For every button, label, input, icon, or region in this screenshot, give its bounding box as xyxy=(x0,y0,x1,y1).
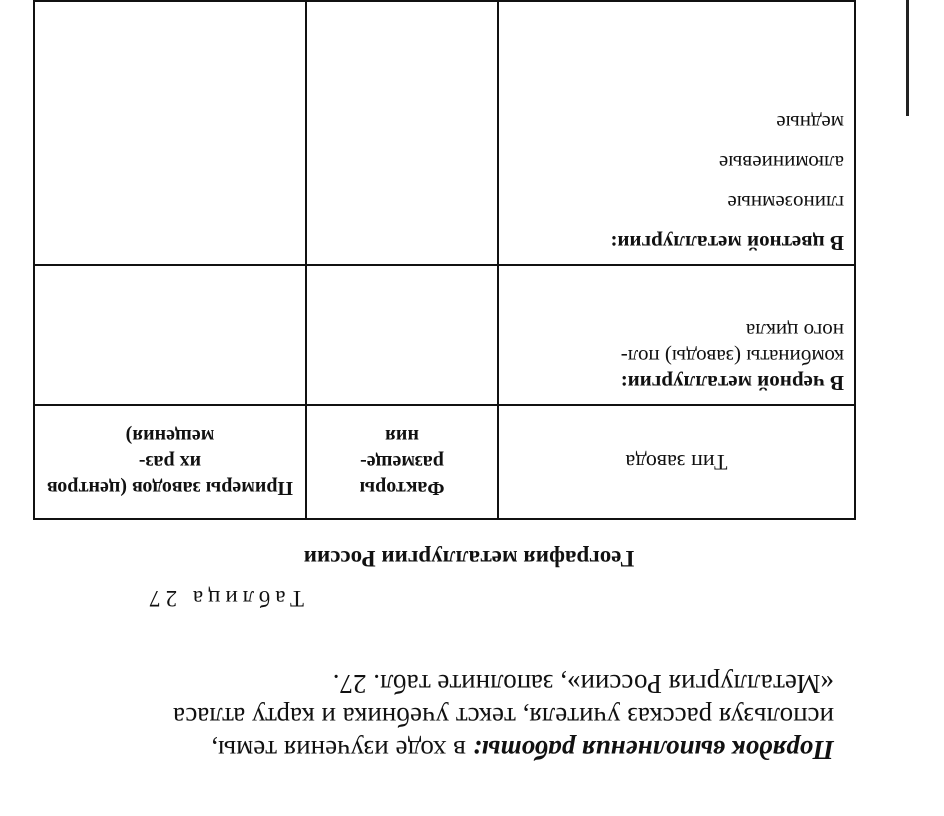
row-head-nonferrous: В цветной металлургии: xyxy=(610,231,844,255)
row-head-ferrous: В черной металлургии: xyxy=(620,371,844,395)
instruction-body: в ходе изучения темы, используя рассказ учителя, текст учебника и карту атласа «Металлургия России», заполните табл. 27. xyxy=(173,669,834,765)
instruction-lead: Порядок выполнения работы: xyxy=(472,735,834,765)
cell-nonferrous xyxy=(498,1,855,265)
cell-empty xyxy=(306,265,498,405)
header-location-factors: Факторы размеще- ния xyxy=(306,405,498,519)
scan-edge-line xyxy=(906,0,909,116)
item-copper: медные xyxy=(776,111,844,135)
cell-empty xyxy=(34,265,306,405)
cell-ferrous xyxy=(498,265,855,405)
table-row xyxy=(34,265,855,405)
table-header-row xyxy=(34,405,855,519)
cell-empty xyxy=(34,1,306,265)
table-row xyxy=(34,1,855,265)
item-alumina: глиноземные xyxy=(727,191,844,215)
item-aluminum: алюминиевые xyxy=(718,151,844,175)
instruction-text xyxy=(94,667,834,766)
table-number: Таблица 27 xyxy=(144,586,304,611)
cell-empty xyxy=(306,1,498,265)
item-full-cycle: комбинаты (заводы) пол- ного цикла xyxy=(620,319,844,369)
metallurgy-table xyxy=(33,0,856,520)
header-plant-examples: Примеры заводов (центров их раз- мещения) xyxy=(34,405,306,519)
table-title: География металлургии России xyxy=(303,546,635,571)
header-plant-type: Тип завода xyxy=(498,405,855,519)
